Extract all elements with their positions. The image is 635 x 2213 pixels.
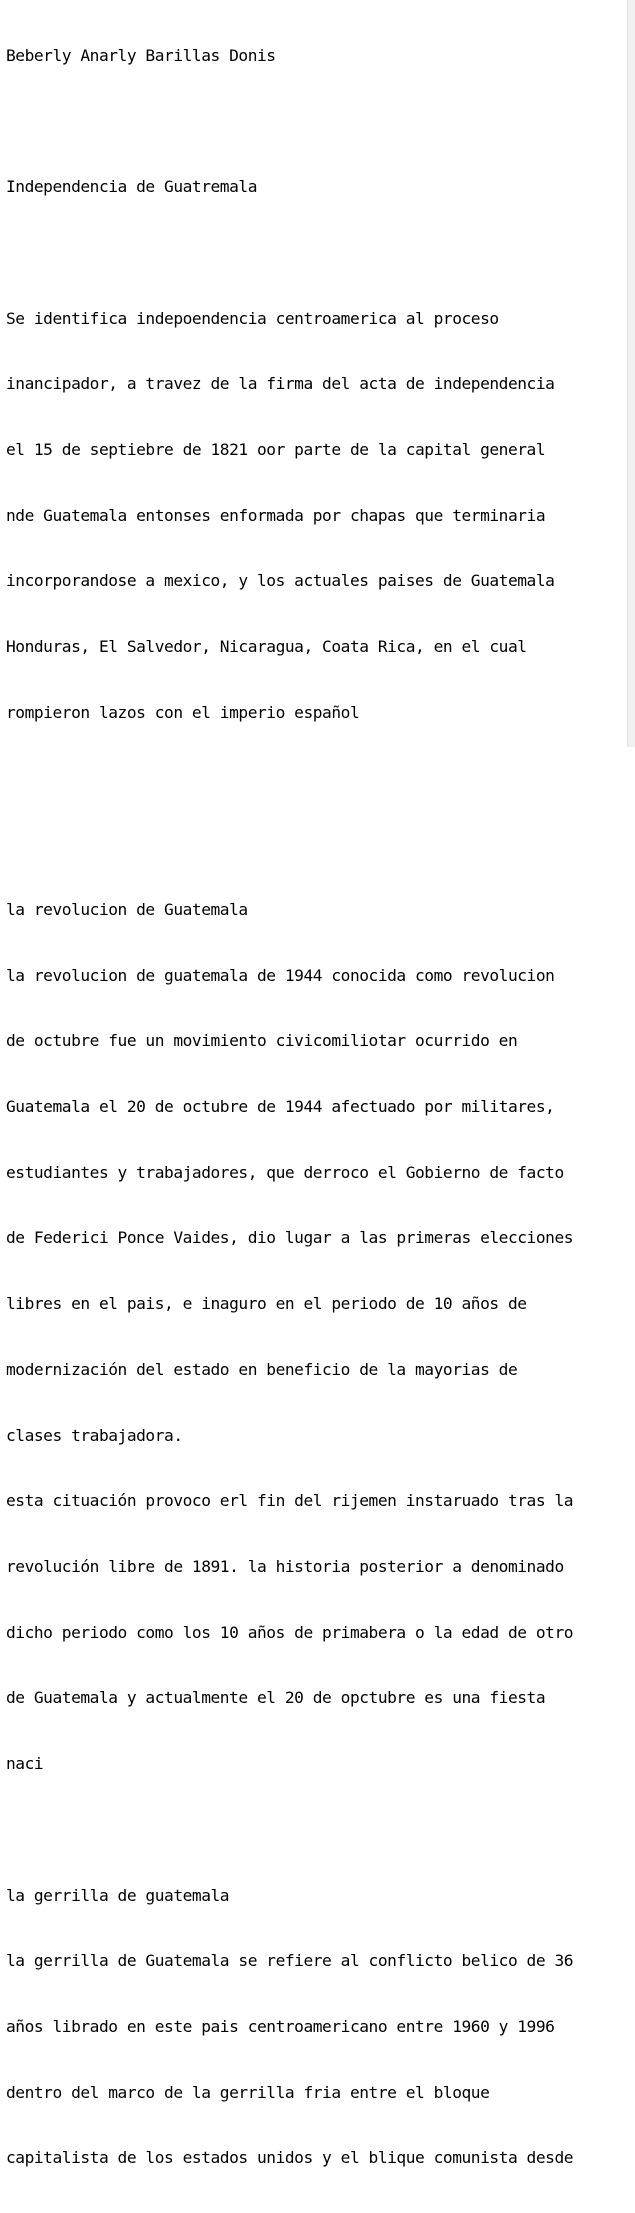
text-line: capitalista de los estados unidos y el blique comunista desde xyxy=(6,2148,574,2168)
text-line: Independencia de Guatremala xyxy=(6,177,257,197)
text-line: dicho periodo como los 10 años de primabera o la edad de otro xyxy=(6,1622,574,1642)
text-line: años librado en este pais centroamericano entre 1960 y 1996 xyxy=(6,2016,555,2036)
text-line xyxy=(6,1819,626,1841)
text-line xyxy=(6,111,626,133)
text-line: Beberly Anarly Barillas Donis xyxy=(6,45,276,65)
text-line: de Guatemala y actualmente el 20 de opctubre es una fiesta xyxy=(6,1688,546,1708)
text-line xyxy=(6,242,626,264)
text-line: de Federici Ponce Vaides, dio lugar a las primeras elecciones xyxy=(6,1228,574,1248)
text-line: la gerrilla de Guatemala se refiere al conflicto belico de 36 xyxy=(6,1951,574,1971)
text-line: modernización del estado en beneficio de la mayorias de xyxy=(6,1359,518,1379)
text-line xyxy=(6,768,626,790)
text-line: estudiantes y trabajadores, que derroco el Gobierno de facto xyxy=(6,1162,564,1182)
text-line: Guatemala el 20 de octubre de 1944 afectuado por militares, xyxy=(6,1097,555,1117)
text-line: revolución libre de 1891. la historia posterior a denominado xyxy=(6,1556,564,1576)
text-line: libres en el pais, e inaguro en el periodo de 10 años de xyxy=(6,1294,527,1314)
text-line xyxy=(6,833,626,855)
text-line: inancipador, a travez de la firma del acta de independencia xyxy=(6,374,555,394)
text-line: esta cituación provoco erl fin del rijemen instaruado tras la xyxy=(6,1491,574,1511)
text-line: nde Guatemala entonses enformada por chapas que terminaria xyxy=(6,505,546,525)
text-line: dentro del marco de la gerrilla fria entre el bloque xyxy=(6,2082,490,2102)
text-line: la revolucion de guatemala de 1944 conocida como revolucion xyxy=(6,965,555,985)
text-line: Honduras, El Salvedor, Nicaragua, Coata Rica, en el cual xyxy=(6,637,527,657)
text-line: la gerrilla de guatemala xyxy=(6,1885,230,1905)
text-line: de octubre fue un movimiento civicomiliotar ocurrido en xyxy=(6,1031,518,1051)
text-line: clases trabajadora. xyxy=(6,1425,183,1445)
text-line: naci xyxy=(6,1754,44,1774)
text-line: la revolucion de Guatemala xyxy=(6,899,248,919)
text-line: Se identifica indepoendencia centroamerica al proceso xyxy=(6,308,499,328)
text-line: el 15 de septiebre de 1821 oor parte de la capital general xyxy=(6,440,546,460)
text-line: incorporandose a mexico, y los actuales paises de Guatemala xyxy=(6,571,555,591)
text-line: rompieron lazos con el imperio español xyxy=(6,702,360,722)
vertical-scrollbar[interactable] xyxy=(627,0,635,747)
document-text[interactable] xyxy=(6,1,626,2213)
